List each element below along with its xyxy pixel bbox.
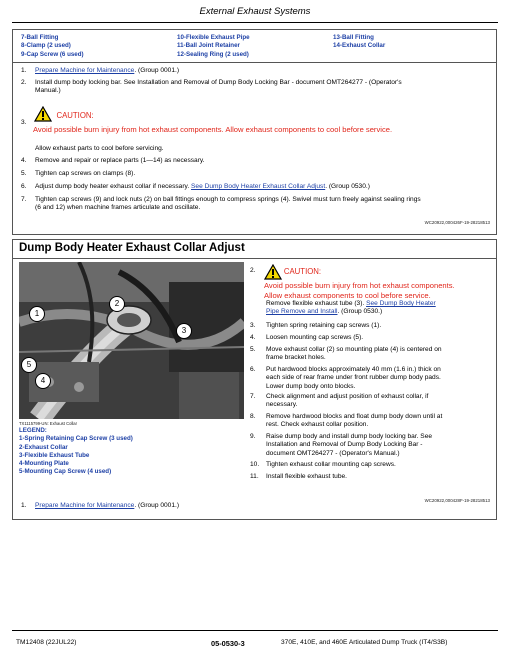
exhaust-collar-photo	[19, 262, 244, 419]
title-rule	[13, 258, 496, 259]
step-number: 6.	[250, 366, 256, 373]
step-text: Adjust dump body heater exhaust collar if necessary.	[35, 183, 190, 190]
legend-item: 7-Ball Fitting	[21, 34, 59, 41]
callout-2: 2	[109, 296, 125, 312]
callout-5: 5	[21, 357, 37, 373]
legend-item: 3-Flexible Exhaust Tube	[19, 451, 90, 459]
caution-block-1	[34, 105, 94, 123]
caution-line: Allow exhaust components to cool before service.	[264, 290, 431, 300]
step-text: Install flexible exhaust tube.	[266, 473, 348, 480]
section-collar-adjust	[12, 239, 497, 520]
allow-text: Allow exhaust parts to cool before servicing.	[35, 145, 164, 152]
step-number: 4.	[250, 334, 256, 341]
step-number: 5.	[21, 170, 27, 177]
section-title: Dump Body Heater Exhaust Collar Adjust	[19, 242, 245, 254]
legend-item: 4-Mounting Plate	[19, 460, 69, 468]
step-number: 11.	[250, 473, 259, 480]
step-text: rest. Check exhaust collar position.	[266, 421, 369, 429]
step-text: Remove flexible exhaust tube (3).	[266, 300, 365, 307]
caution-text: Avoid possible burn injury from hot exhaust components. Allow exhaust components to cool before service.	[33, 125, 393, 134]
page-header-title: External Exhaust Systems	[199, 6, 311, 17]
legend-grid	[21, 34, 491, 64]
document-reference: WC20922,000426F-19-28218513	[424, 220, 490, 225]
legend-col-2	[177, 34, 250, 59]
heater-pipe-link[interactable]: Pipe Remove and Install	[266, 308, 338, 316]
caution-label: CAUTION:	[283, 266, 322, 276]
legend-item: 8-Clamp (2 used)	[21, 42, 71, 50]
warning-icon	[34, 106, 52, 122]
step-text: Remove and repair or replace parts (1—14) as necessary.	[35, 157, 205, 164]
legend-item: 14-Exhaust Collar	[333, 42, 386, 50]
legend-divider	[13, 62, 496, 63]
step-text: . (Group 0001.)	[134, 502, 180, 509]
step-text: Tighten cap screws (9) and lock nuts (2) on ball fittings enough to compress springs (4). Swivel must turn freely against sealing rings	[35, 196, 421, 203]
step-text: Lower dump body onto blocks.	[266, 382, 356, 390]
step-number: 1.	[21, 502, 27, 509]
step-text: Loosen mounting cap screws (5).	[266, 334, 364, 341]
legend-item: 10-Flexible Exhaust Pipe	[177, 34, 250, 41]
callout-1: 1	[29, 306, 45, 322]
caution-label: CAUTION:	[56, 111, 94, 120]
collar-adjust-link[interactable]: See Dump Body Heater Exhaust Collar Adjust	[191, 183, 326, 190]
step-text: each side of rear frame under front rubber dump body pads.	[266, 374, 441, 382]
step-text: Raise dump body and install dump body locking bar. See	[266, 433, 433, 440]
step-text: Check alignment and adjust position of exhaust collar, if	[266, 393, 429, 400]
figure-caption: TX1115799-UN: Exhaust Collar	[19, 421, 78, 426]
step-number: 2.	[21, 79, 27, 86]
step-number: 10.	[250, 461, 260, 468]
callout-4: 4	[35, 373, 51, 389]
remove-tube-text	[266, 300, 488, 317]
step-number: 8.	[250, 413, 256, 420]
header-rule	[12, 22, 498, 23]
section-exhaust-systems	[12, 29, 497, 235]
step-text: Tighten exhaust collar mounting cap screws.	[266, 461, 396, 468]
caution-line: Avoid possible burn injury from hot exhaust components.	[264, 281, 455, 290]
legend-col-3	[333, 34, 385, 51]
caution-text	[264, 281, 496, 300]
legend-item: 5-Mounting Cap Screw (4 used)	[19, 468, 112, 476]
step-number: 2.	[250, 267, 256, 274]
step-number: 9.	[250, 433, 256, 440]
step-text: document OMT264277 - (Operator's Manual.)	[266, 449, 400, 457]
step-text: Remove hardwood blocks and float dump body down until at	[266, 413, 443, 420]
warning-icon	[264, 264, 282, 280]
step-text: Put hardwood blocks approximately 40 mm (1.6 in.) thick on	[266, 366, 441, 373]
exhaust-collar-illustration	[19, 262, 244, 419]
legend-block	[19, 427, 133, 477]
callout-3: 3	[176, 323, 192, 339]
step-text: Move exhaust collar (2) so mounting plate (4) is centered on	[266, 346, 442, 353]
legend-title: LEGEND:	[19, 427, 47, 434]
step-text: (6 and 12) when machine frames articulate and oscillate.	[35, 204, 201, 212]
footer-product: 370E, 410E, and 460E Articulated Dump Truck (IT4/S3B)	[281, 639, 448, 646]
legend-item: 11-Ball Joint Retainer	[177, 42, 240, 50]
step-text: . (Group 0001.)	[134, 67, 180, 74]
prepare-machine-link[interactable]: Prepare Machine for Maintenance	[35, 502, 135, 509]
step-number: 6.	[21, 183, 27, 190]
step-text: Install dump body locking bar. See Installation and Removal of Dump Body Locking Bar - document OMT264277 - (Operator's	[35, 79, 402, 86]
legend-item: 12-Sealing Ring (2 used)	[177, 50, 249, 58]
legend-item: 9-Cap Screw (6 used)	[21, 50, 84, 58]
step-number: 3.	[21, 119, 27, 126]
footer-page-number: 05-0530-3	[211, 639, 245, 648]
footer-doc-id: TM12408 (22JUL22)	[16, 639, 77, 646]
document-reference: WC20922,000428F-19-28218513	[424, 498, 490, 503]
step-number: 1.	[21, 67, 27, 74]
step-text: Manual.)	[35, 87, 61, 95]
footer-rule	[12, 630, 498, 631]
step-number: 7.	[21, 196, 27, 203]
step-number: 7.	[250, 393, 256, 400]
step-number: 4.	[21, 157, 27, 164]
step-text: . (Group 0530.)	[337, 308, 383, 316]
step-text: Tighten spring retaining cap screws (1).	[266, 322, 382, 329]
heater-pipe-link[interactable]: See Dump Body Heater	[366, 300, 436, 307]
step-number: 3.	[250, 322, 256, 329]
prepare-machine-link[interactable]: Prepare Machine for Maintenance	[35, 67, 135, 74]
step-text: . (Group 0530.)	[325, 183, 370, 190]
legend-item: 2-Exhaust Collar	[19, 443, 68, 451]
legend-col-1	[21, 34, 84, 59]
step-text: Installation and Removal of Dump Body Locking Bar -	[266, 441, 423, 449]
legend-item: 13-Ball Fitting	[333, 34, 374, 41]
step-text: Tighten cap screws on clamps (8).	[35, 170, 136, 177]
step-number: 5.	[250, 346, 256, 353]
step-text: necessary.	[266, 401, 298, 409]
legend-item: 1-Spring Retaining Cap Screw (3 used)	[19, 435, 133, 443]
step-text: frame bracket holes.	[266, 354, 326, 362]
